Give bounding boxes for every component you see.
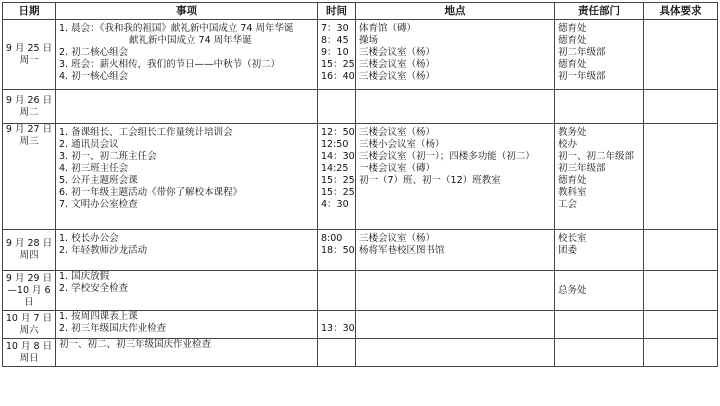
place-line: 三楼会议室（杨）: [359, 47, 436, 58]
dept-line: 教科室: [558, 187, 587, 198]
place-cell: [356, 230, 555, 271]
item-cell: [56, 230, 318, 271]
req-cell: [644, 20, 718, 90]
item-line: 献礼新中国成立 74 周年华诞: [129, 35, 252, 46]
time-line: 12：50: [321, 127, 355, 138]
time-line: 16：40: [321, 71, 355, 82]
header-req: 具体要求: [644, 3, 718, 20]
place-cell: [356, 339, 555, 367]
time-cell: [318, 230, 356, 271]
date-cell: [3, 311, 56, 339]
date-line: 周日: [19, 352, 39, 364]
table-row: [3, 230, 718, 271]
time-line: 15：25: [321, 175, 355, 186]
date-line: 10 月 8 日: [5, 340, 53, 352]
item-cell: [56, 271, 318, 311]
date-line: 9 月 29 日: [5, 272, 53, 284]
dept-cell: [555, 230, 644, 271]
dept-cell: [555, 271, 644, 311]
dept-line: 德育处: [558, 35, 587, 46]
time-line: [321, 311, 352, 323]
item-line: 2. 年轻教师沙龙活动: [59, 245, 148, 256]
schedule-sheet: [2, 2, 717, 367]
item-line: 初一、初二、初三年级国庆作业检查: [59, 339, 212, 350]
time-cell: [318, 124, 356, 230]
date-line: 10 月 7 日: [5, 312, 53, 324]
table-row: [3, 20, 718, 90]
req-cell: [644, 339, 718, 367]
time-line: 4：30: [321, 199, 349, 210]
time-cell: [318, 339, 356, 367]
time-line: 9：10: [321, 47, 349, 58]
date-line: 9 月 28 日: [5, 238, 53, 249]
time-line: 14：30: [321, 151, 355, 162]
date-line: 9 月 27 日: [5, 124, 53, 135]
item-cell: [56, 20, 318, 90]
header-row: [3, 3, 718, 20]
date-line: 周三: [19, 136, 39, 147]
dept-line: 团委: [558, 245, 578, 256]
table-row: [3, 271, 718, 311]
item-line: 5. 公开主题班会课: [59, 175, 138, 186]
dept-line: 初一、初二年级部: [558, 151, 635, 162]
table-row: [3, 90, 718, 124]
dept-cell: [555, 311, 644, 339]
req-cell: [644, 271, 718, 311]
time-cell: [318, 311, 356, 339]
dept-line: 德育处: [558, 59, 587, 70]
date-line: 周二: [19, 106, 39, 118]
date-cell: [3, 339, 56, 367]
date-line: —10 月 6: [7, 284, 51, 296]
dept-cell: [555, 20, 644, 90]
dept-line: 初一年级部: [558, 71, 606, 82]
time-line: 7：30: [321, 23, 349, 34]
table-row: [3, 124, 718, 230]
place-line: 一楼会议室（磚）: [359, 163, 436, 174]
dept-line: 教务处: [558, 127, 587, 138]
req-cell: [644, 311, 718, 339]
date-cell: [3, 90, 56, 124]
date-line: 9 月 25 日: [5, 42, 53, 54]
place-line: 三楼会议室（杨）: [359, 71, 436, 82]
req-cell: [644, 90, 718, 124]
time-line: 8：45: [321, 35, 349, 46]
item-line: 2. 通讯员会议: [59, 139, 119, 150]
date-line: 9 月 26 日: [5, 94, 53, 106]
item-line: 1. 按周四课表上课: [59, 311, 138, 322]
date-line: 周一: [19, 54, 39, 66]
time-line: 15：25: [321, 187, 355, 198]
time-line: 15：25: [321, 59, 355, 70]
place-cell: [356, 271, 555, 311]
place-cell: [356, 311, 555, 339]
item-line: 2. 学校安全检查: [59, 283, 129, 294]
dept-line: 校长室: [558, 233, 587, 244]
schedule-table: [2, 2, 718, 367]
place-cell: [356, 20, 555, 90]
date-line: 日: [24, 296, 34, 308]
date-cell: [3, 20, 56, 90]
dept-line: 德育处: [558, 175, 587, 186]
time-cell: [318, 20, 356, 90]
place-cell: [356, 90, 555, 124]
place-line: 操场: [359, 35, 379, 46]
time-line: 18：50: [321, 245, 355, 256]
time-cell: [318, 90, 356, 124]
dept-cell: [555, 124, 644, 230]
place-cell: [356, 124, 555, 230]
date-cell: [3, 124, 56, 230]
item-line: 3. 班会：薪火相传，我们的节日——中秋节（初二）: [59, 59, 281, 70]
place-line: 三楼会议室（杨）: [359, 127, 436, 138]
item-line: 1. 校长办公会: [59, 233, 119, 244]
place-line: 体育馆（磚）: [359, 23, 417, 34]
item-line: 6. 初一年级主题活动《带你了解校本课程》: [59, 187, 243, 198]
header-place: 地点: [356, 3, 555, 20]
dept-line: 工会: [558, 199, 578, 210]
table-row: [3, 311, 718, 339]
place-line: 初一（7）班、初一（12）班教室: [359, 175, 501, 186]
time-cell: [318, 271, 356, 311]
time-line: 13：30: [321, 323, 355, 334]
header-date: 日期: [3, 3, 56, 20]
header-time: 时间: [318, 3, 356, 20]
place-line: 杨将军巷校区图书馆: [359, 245, 445, 256]
item-line: 2. 初二核心组会: [59, 47, 129, 58]
req-cell: [644, 124, 718, 230]
item-cell: [56, 90, 318, 124]
dept-cell: [555, 339, 644, 367]
item-cell: [56, 124, 318, 230]
dept-cell: [555, 90, 644, 124]
place-line: 三楼会议室（初一）；四楼多功能（初二）: [359, 151, 535, 162]
date-cell: [3, 271, 56, 311]
table-row: [3, 339, 718, 367]
date-line: 周六: [19, 324, 39, 336]
item-line: 1. 晨会：《我和我的祖国》献礼新中国成立 74 周年华诞: [59, 23, 294, 34]
time-line: 8:00: [321, 233, 343, 244]
time-line: 12:50: [321, 139, 349, 150]
dept-line: 初二年级部: [558, 47, 606, 58]
place-line: 三楼会议室（杨）: [359, 59, 436, 70]
place-line: 三楼会议室（杨）: [359, 233, 436, 244]
item-line: 7. 文明办公室检查: [59, 199, 138, 210]
dept-line: 初三年级部: [558, 163, 606, 174]
date-cell: [3, 230, 56, 271]
header-dept: 责任部门: [555, 3, 644, 20]
item-line: 4. 初三班主任会: [59, 163, 129, 174]
dept-line: 德育处: [558, 23, 587, 34]
item-cell: [56, 311, 318, 339]
place-line: 三楼小会议室（杨）: [359, 139, 445, 150]
dept-line: 校办: [558, 139, 578, 150]
date-line: 周四: [19, 250, 39, 261]
time-line: 14:25: [321, 163, 349, 174]
item-line: 1. 国庆放假: [59, 271, 110, 282]
item-cell: [56, 339, 318, 367]
item-line: 3. 初一、初二班主任会: [59, 151, 157, 162]
req-cell: [644, 230, 718, 271]
item-line: 1. 备课组长、工会组长工作量统计培训会: [59, 127, 233, 138]
dept-line: 总务处: [558, 284, 587, 296]
item-line: 2. 初三年级国庆作业检查: [59, 323, 167, 334]
item-line: 4. 初一核心组会: [59, 71, 129, 82]
header-item: 事项: [56, 3, 318, 20]
